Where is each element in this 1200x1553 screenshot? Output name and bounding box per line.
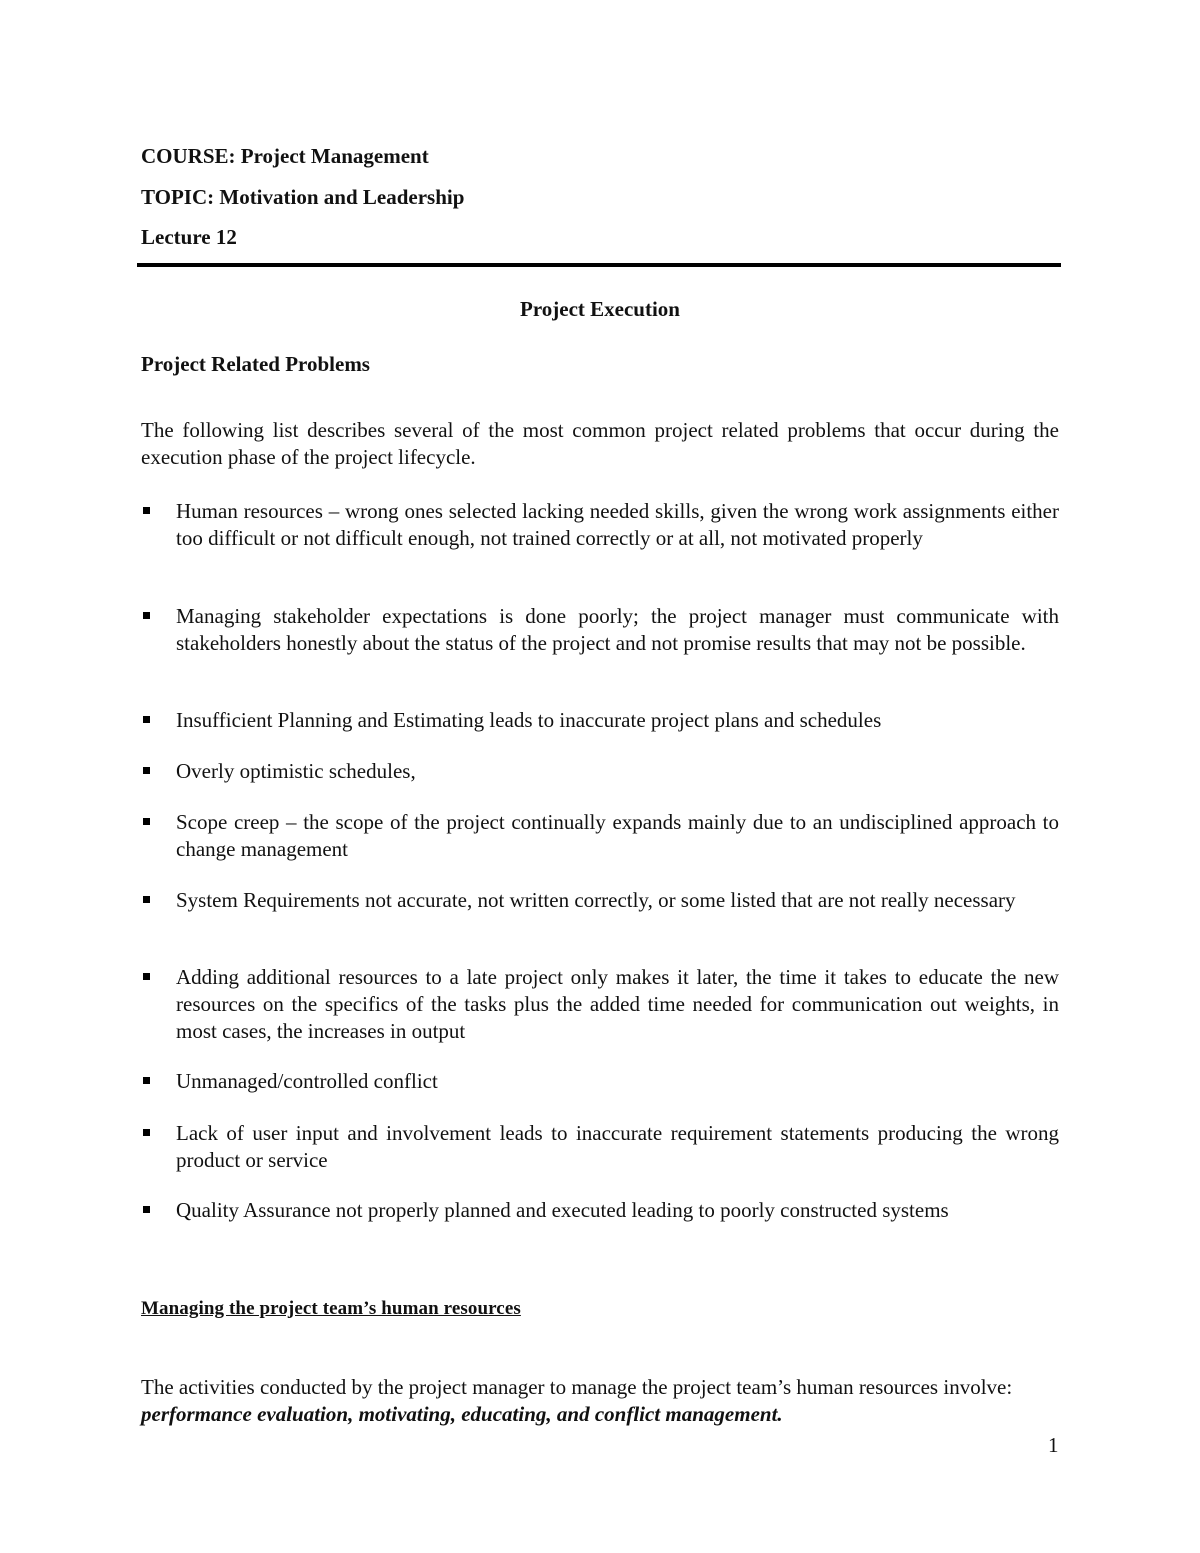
list-item: [141, 964, 1059, 1045]
topic-line: TOPIC: Motivation and Leadership: [141, 185, 465, 209]
list-item: [141, 1068, 1059, 1095]
list-item-text: Human resources – wrong ones selected lacking needed skills, given the wrong work assignments either too difficult or not difficult enough, not trained correctly or at all, not motivated properly: [176, 499, 1059, 550]
list-item-text: Adding additional resources to a late project only makes it later, the time it takes to educate the new resources on the specifics of the tasks plus the added time needed for communication out weights, in most cases, the increases in output: [176, 965, 1059, 1043]
square-bullet-icon: [143, 716, 150, 723]
list-item: [141, 1197, 1059, 1224]
square-bullet-icon: [143, 896, 150, 903]
square-bullet-icon: [143, 818, 150, 825]
list-item-text: Scope creep – the scope of the project continually expands mainly due to an undisciplined approach to change management: [176, 810, 1059, 861]
emphasized-activities: performance evaluation, motivating, educating, and conflict management.: [141, 1402, 783, 1426]
lecture-line: Lecture 12: [141, 225, 237, 249]
list-item-text: Managing stakeholder expectations is done poorly; the project manager must communicate with stakeholders honestly about the status of the project and not promise results that may not be possible.: [176, 604, 1059, 655]
section-heading-human-resources: Managing the project team’s human resources: [141, 1298, 521, 1319]
course-line: COURSE: Project Management: [141, 144, 429, 168]
section-heading-problems: Project Related Problems: [141, 352, 370, 376]
list-item-text: System Requirements not accurate, not written correctly, or some listed that are not really necessary: [176, 888, 1016, 912]
list-item: [141, 1120, 1059, 1174]
square-bullet-icon: [143, 973, 150, 980]
list-item-text: Lack of user input and involvement leads to inaccurate requirement statements producing the wrong product or service: [176, 1121, 1059, 1172]
list-item: [141, 498, 1059, 552]
human-resources-paragraph: [141, 1374, 1059, 1428]
intro-paragraph: The following list describes several of the most common project related problems that occur during the execution phase of the project lifecycle.: [141, 418, 1059, 469]
square-bullet-icon: [143, 1077, 150, 1084]
square-bullet-icon: [143, 612, 150, 619]
paragraph-text: The activities conducted by the project manager to manage the project team’s human resources involve:: [141, 1375, 1013, 1399]
header-divider: [137, 263, 1061, 267]
list-item-text: Quality Assurance not properly planned and executed leading to poorly constructed systems: [176, 1198, 949, 1222]
list-item-text: Insufficient Planning and Estimating leads to inaccurate project plans and schedules: [176, 708, 882, 732]
list-item-text: Overly optimistic schedules,: [176, 759, 416, 783]
square-bullet-icon: [143, 1129, 150, 1136]
list-item: [141, 809, 1059, 863]
list-item: [141, 707, 1059, 734]
square-bullet-icon: [143, 767, 150, 774]
page-number: 1: [1048, 1433, 1059, 1457]
page-title: Project Execution: [520, 297, 680, 321]
square-bullet-icon: [143, 507, 150, 514]
list-item: [141, 758, 1059, 785]
list-item-text: Unmanaged/controlled conflict: [176, 1069, 438, 1093]
square-bullet-icon: [143, 1206, 150, 1213]
list-item: [141, 887, 1059, 914]
list-item: [141, 603, 1059, 657]
